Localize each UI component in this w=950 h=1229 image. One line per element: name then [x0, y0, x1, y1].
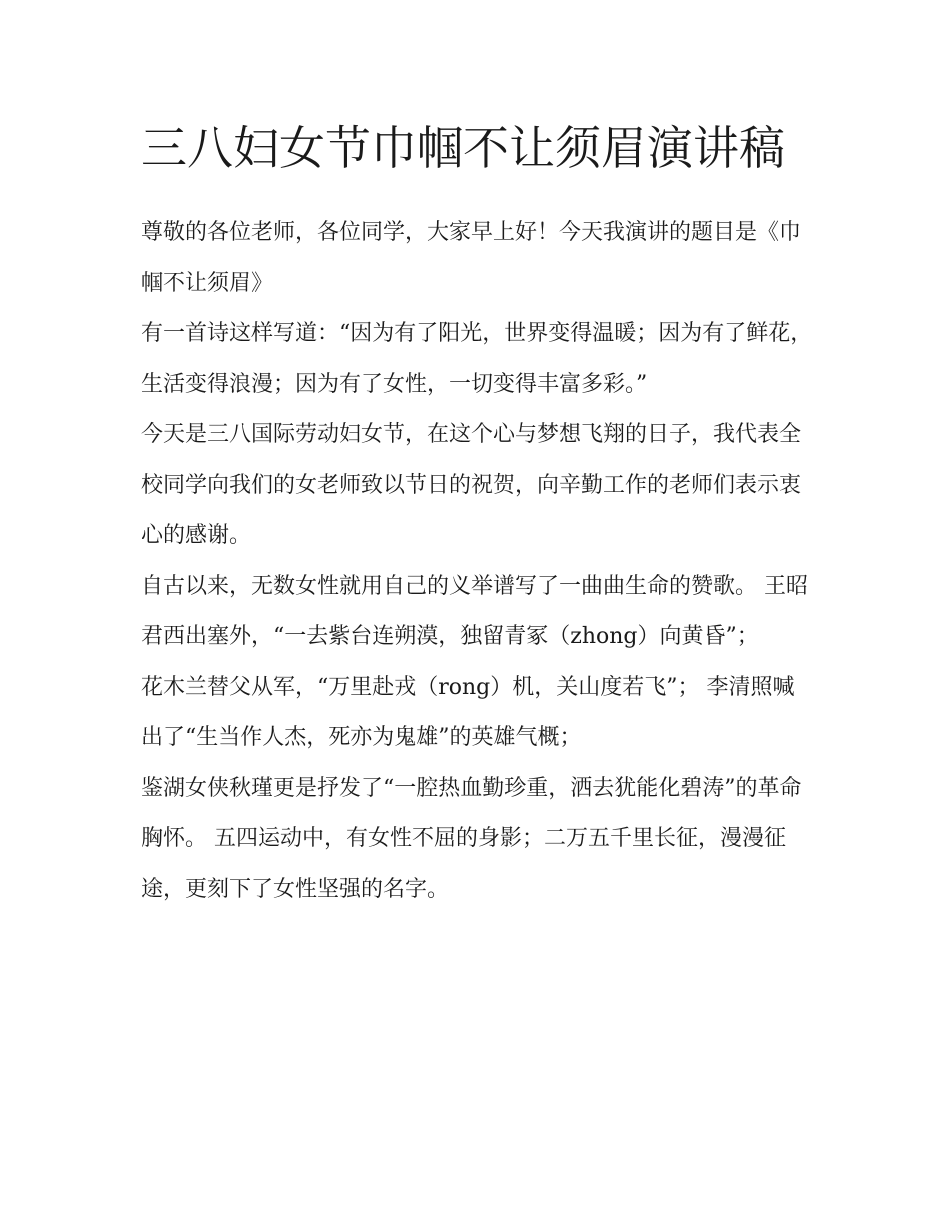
document-page — [141, 110, 813, 915]
paragraph-greeting: 尊敬的各位老师，各位同学，大家早上好！今天我演讲的题目是《巾帼不让须眉》 — [141, 220, 802, 296]
document-title: 三八妇女节巾帼不让须眉演讲稿 — [141, 121, 785, 175]
paragraph-qiujin: 鉴湖女侠秋瑾更是抒发了“一腔热血勤珍重，洒去犹能化碧涛”的革命胸怀。 五四运动中，有女性不屈的身影；二万五千里长征，漫漫征途，更刻下了女性坚强的名字。 — [141, 775, 802, 902]
paragraph-festival: 今天是三八国际劳动妇女节，在这个心与梦想飞翔的日子，我代表全校同学向我们的女老师致以节日的祝贺，向辛勤工作的老师们表示衷心的感谢。 — [141, 422, 802, 548]
paragraph-history: 自古以来，无数女性就用自己的义举谱写了一曲曲生命的赞歌。 王昭君西出塞外，“一去紫台连朔漠，独留青冢（zhong）向黄昏”； — [141, 573, 808, 649]
paragraph-mulan: 花木兰替父从军，“万里赴戎（rong）机，关山度若飞”； 李清照喊出了“生当作人杰，死亦为鬼雄”的英雄气概； — [141, 674, 795, 750]
paragraph-poem: 有一首诗这样写道：“因为有了阳光，世界变得温暖；因为有了鲜花，生活变得浪漫；因为有了女性，一切变得丰富多彩。” — [141, 321, 813, 397]
